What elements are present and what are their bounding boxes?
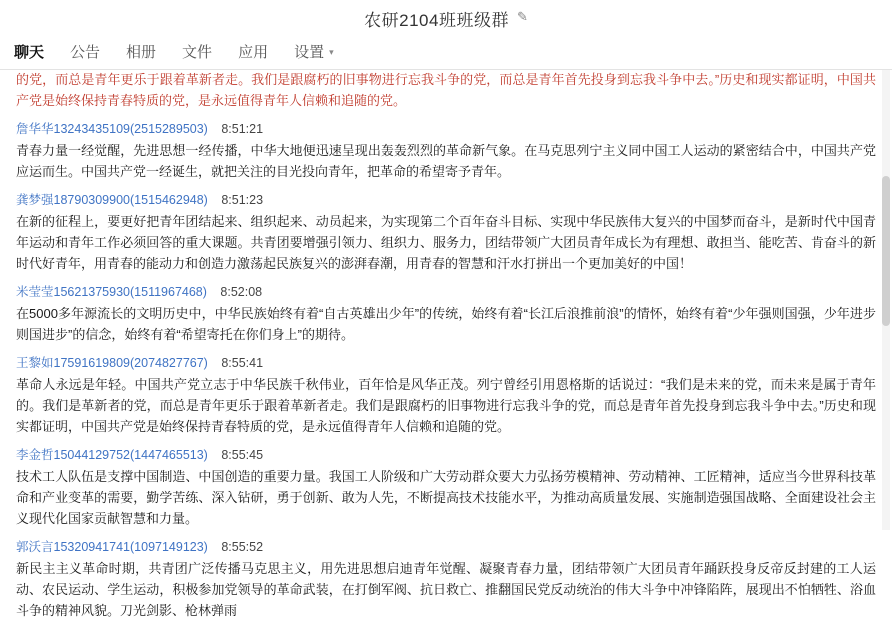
- sender-uid[interactable]: 15044129752: [53, 448, 130, 462]
- title-bar: [0, 0, 892, 36]
- message-item: [16, 119, 876, 182]
- message-time: 8:52:08: [220, 285, 263, 299]
- tab-files-label: 文件: [182, 44, 213, 61]
- message-item: [16, 353, 876, 437]
- sender-name[interactable]: 龚梦强: [16, 193, 54, 207]
- message-header: [16, 190, 876, 210]
- sender-uid[interactable]: 15320941741: [53, 540, 130, 554]
- sender-qq[interactable]: (1097149123): [130, 540, 208, 554]
- message-text: 技术工人队伍是支撑中国制造、中国创造的重要力量。我国工人阶级和广大劳动群众要大力弘扬劳模精神、劳动精神、工匠精神，适应当今世界科技革命和产业变革的需要，勤学苦练、深入钻研，勇于创新、敢为人先，不断提高技术技能水平，为推动高质量发展、实施制造强国战略、全面建设社会主义现代化国家贡献智慧和力量。: [16, 469, 876, 526]
- edit-pencil-icon[interactable]: ✎: [516, 9, 528, 24]
- tab-chat-label: 聊天: [14, 44, 45, 61]
- message-item: [16, 69, 876, 111]
- message-time: 8:51:23: [221, 193, 264, 207]
- tab-settings[interactable]: [294, 41, 334, 64]
- sender-uid[interactable]: 13243435109: [53, 122, 130, 136]
- message-text: 革命人永远是年轻。中国共产党立志于中华民族千秋伟业，百年恰是风华正茂。列宁曾经引用恩格斯的话说过：“我们是未来的党，而未来是属于青年的。我们是革新者的党，而总是青年更乐于跟着革新者走。我们是跟腐朽的旧事物进行忘我斗争的党，而总是青年首先投身到忘我斗争中去。”历史和现实都证明，中国共产党是始终保持青春特质的党，是永远值得青年人信赖和追随的党。: [16, 377, 876, 434]
- sender-uid[interactable]: 17591619809: [53, 356, 130, 370]
- sender-uid[interactable]: 15621375930: [53, 285, 130, 299]
- message-header: [16, 445, 876, 465]
- message-header: [16, 353, 876, 373]
- sender-qq[interactable]: (1447465513): [130, 448, 208, 462]
- message-time: 8:55:41: [221, 356, 264, 370]
- tab-announcement[interactable]: [70, 41, 100, 64]
- sender-qq[interactable]: (2515289503): [130, 122, 208, 136]
- tab-bar: [0, 36, 892, 70]
- tab-announcement-label: 公告: [70, 44, 101, 61]
- message-text: 在5000多年源流长的文明历史中，中华民族始终有着“自古英雄出少年”的传统，始终有着“长江后浪推前浪”的情怀，始终有着“少年强则国强，少年进步则国进步”的信念，始终有着“希望寄托在你们身上”的期待。: [16, 306, 876, 342]
- tab-apps-label: 应用: [238, 44, 269, 61]
- message-text: 新民主主义革命时期，共青团广泛传播马克思主义，用先进思想启迪青年觉醒、凝聚青春力量，团结带领广大团员青年踊跃投身反帝反封建的工人运动、农民运动、学生运动，积极参加党领导的革命武装，在打倒军阀、抗日救亡、推翻国民党反动统治的伟大斗争中冲锋陷阵，展现出不怕牺牲、浴血斗争的精神风貌。刀光剑影、枪林弹雨: [16, 561, 876, 618]
- message-list[interactable]: [0, 70, 892, 629]
- message-text: 青春力量一经觉醒，先进思想一经传播，中华大地便迅速呈现出轰轰烈烈的革命新气象。在马克思列宁主义同中国工人运动的紧密结合中，中国共产党应运而生。中国共产党一经诞生，就把关注的目光投向青年，把革命的希望寄予青年。: [16, 143, 876, 179]
- tab-album[interactable]: [126, 41, 156, 64]
- message-time: 8:51:21: [221, 122, 264, 136]
- message-text: 的党，而总是青年更乐于跟着革新者走。我们是跟腐朽的旧事物进行忘我斗争的党，而总是青年首先投身到忘我斗争中去。”历史和现实都证明，中国共产党是始终保持青春特质的党，是永远值得青年人信赖和追随的党。: [16, 72, 876, 108]
- sender-name[interactable]: 郭沃言: [16, 540, 54, 554]
- message-time: 8:55:45: [221, 448, 264, 462]
- scrollbar-thumb[interactable]: [882, 176, 890, 326]
- tab-files[interactable]: [182, 41, 212, 64]
- tab-chat[interactable]: [14, 41, 44, 64]
- chevron-down-icon: ▾: [329, 47, 334, 57]
- tab-apps[interactable]: [238, 41, 268, 64]
- sender-name[interactable]: 米莹莹: [16, 285, 54, 299]
- message-item: [16, 537, 876, 621]
- sender-name[interactable]: 李金哲: [16, 448, 54, 462]
- tab-settings-label: 设置: [294, 44, 325, 61]
- sender-name[interactable]: 詹华华: [16, 122, 54, 136]
- message-header: [16, 282, 876, 302]
- message-time: 8:55:52: [221, 540, 264, 554]
- message-item: [16, 190, 876, 274]
- message-text: 在新的征程上，要更好把青年团结起来、组织起来、动员起来，为实现第二个百年奋斗目标、实现中华民族伟大复兴的中国梦而奋斗，是新时代中国青年运动和青年工作必须回答的重大课题。共青团要增强引领力、组织力、服务力，团结带领广大团员青年成长为有理想、敢担当、能吃苦、肯奋斗的新时代好青年，用青春的能动力和创造力激荡起民族复兴的澎湃春潮，用青春的智慧和汗水打拼出一个更加美好的中国！: [16, 214, 876, 271]
- message-header: [16, 537, 876, 557]
- message-item: [16, 445, 876, 529]
- message-item: [16, 282, 876, 345]
- sender-qq[interactable]: (2074827767): [130, 356, 208, 370]
- sender-uid[interactable]: 18790309900: [53, 193, 130, 207]
- sender-name[interactable]: 王黎如: [16, 356, 54, 370]
- group-title: 农研2104班班级群: [364, 10, 509, 30]
- sender-qq[interactable]: (1511967468): [130, 285, 207, 299]
- sender-qq[interactable]: (1515462948): [130, 193, 208, 207]
- message-header: [16, 119, 876, 139]
- tab-album-label: 相册: [126, 44, 157, 61]
